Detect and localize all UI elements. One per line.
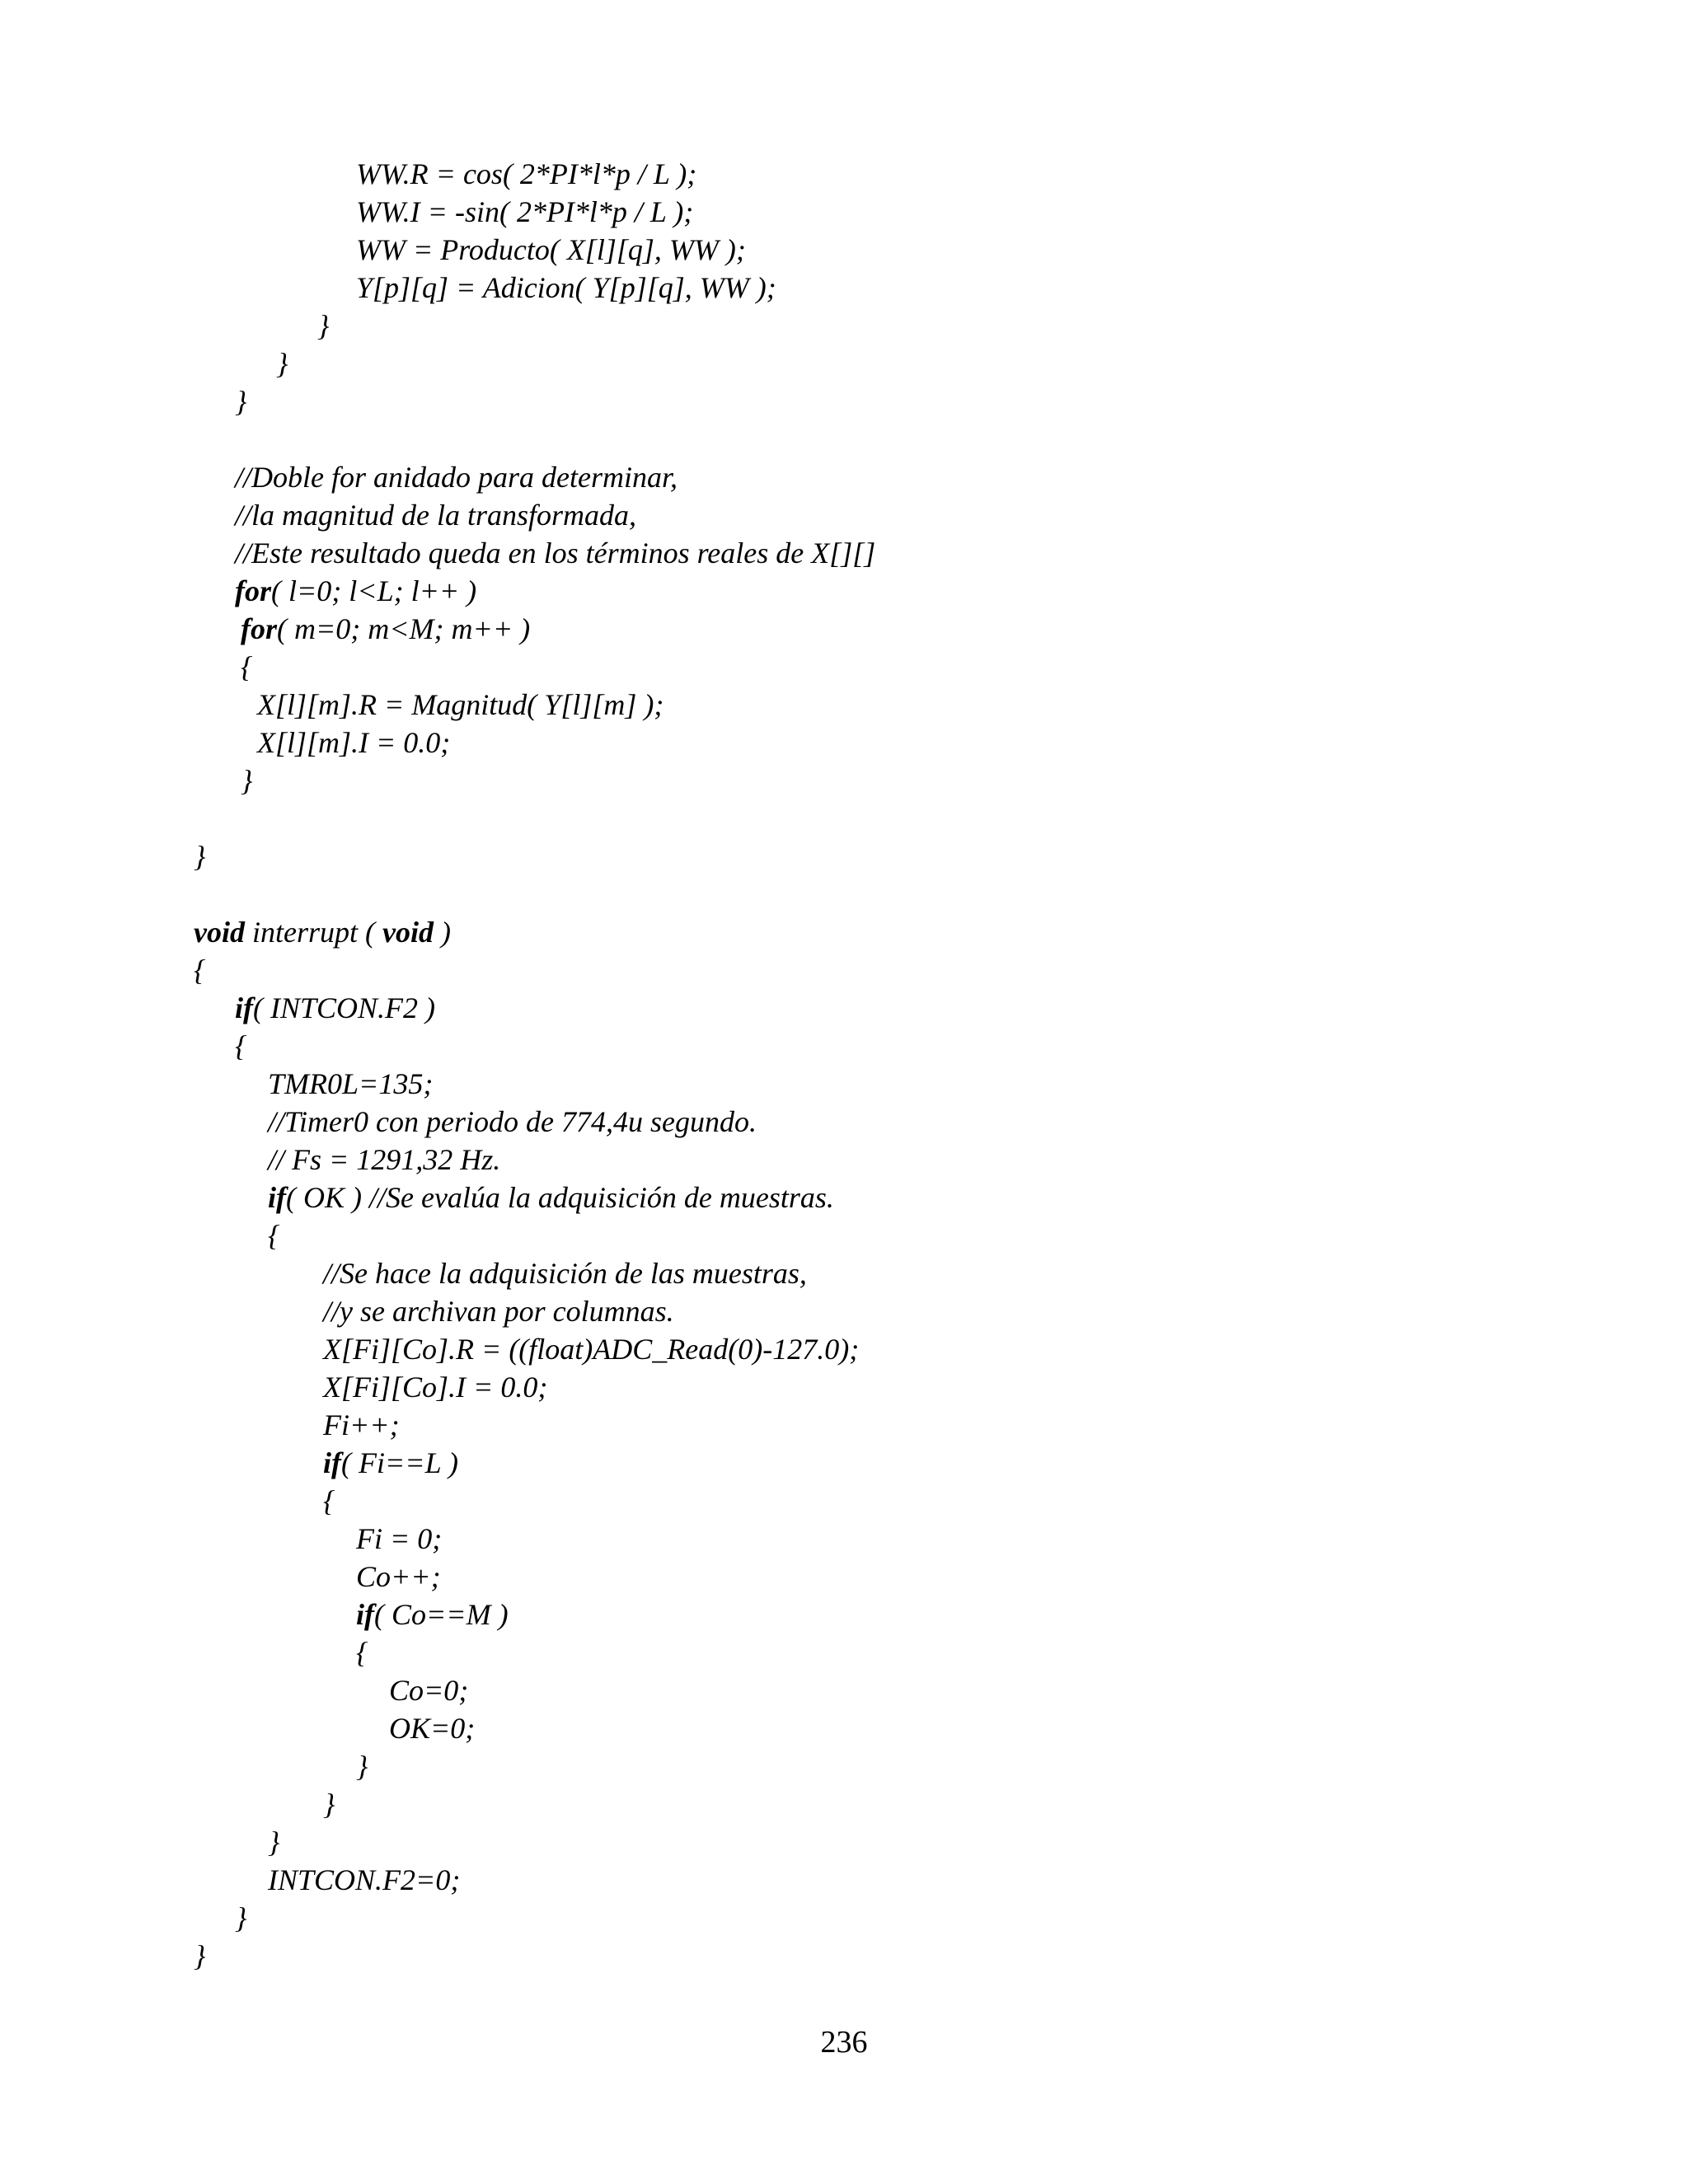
keyword-for: for [235, 574, 271, 607]
code-text: X[Fi][Co].R = ((float)ADC_Read(0)-127.0); [323, 1333, 860, 1366]
code-line [323, 1444, 458, 1482]
code-text: { [241, 650, 253, 683]
code-text: Co=0; [389, 1674, 469, 1707]
code-text: WW.R = cos( 2*PI*l*p / L ); [356, 157, 697, 190]
keyword-for: for [241, 612, 277, 645]
code-text: ) [433, 916, 451, 949]
code-text: { [323, 1484, 335, 1517]
code-line [356, 269, 776, 307]
opening-brace [235, 1027, 246, 1065]
code-comment [235, 458, 678, 496]
code-line [323, 1330, 859, 1368]
code-comment [323, 1292, 674, 1330]
code-text: WW.I = -sin( 2*PI*l*p / L ); [356, 195, 694, 228]
closing-brace [317, 307, 329, 344]
function-signature [194, 913, 451, 951]
closing-brace [235, 382, 246, 420]
code-text: X[l][m].I = 0.0; [257, 726, 451, 759]
code-text: } [194, 1939, 206, 1972]
keyword-if: if [235, 991, 253, 1024]
keyword-if: if [323, 1446, 341, 1479]
code-text: } [241, 764, 253, 797]
closing-brace [241, 762, 252, 799]
code-text: Co++; [356, 1560, 441, 1593]
code-line [356, 155, 696, 193]
code-text: Fi = 0; [356, 1522, 443, 1555]
code-line [356, 231, 746, 269]
code-line [268, 1065, 433, 1103]
code-text: ( Co==M ) [374, 1598, 509, 1631]
code-text: { [356, 1636, 368, 1669]
code-line [257, 724, 450, 762]
closing-brace [268, 1823, 279, 1861]
code-text: } [194, 840, 206, 873]
opening-brace [241, 648, 252, 686]
code-text: //Este resultado queda en los términos reales de X[][] [235, 537, 876, 569]
code-line [389, 1671, 468, 1709]
code-text: { [235, 1029, 247, 1062]
code-text: WW = Producto( X[l][q], WW ); [356, 233, 746, 266]
opening-brace [194, 951, 205, 989]
code-text: } [323, 1788, 335, 1821]
closing-brace [276, 344, 288, 382]
code-text: } [268, 1825, 280, 1858]
code-text: ( OK ) //Se evalúa la adquisición de muestras. [286, 1181, 834, 1214]
code-line [235, 989, 435, 1027]
code-text: } [356, 1750, 368, 1783]
opening-brace [268, 1216, 279, 1254]
code-text: // Fs = 1291,32 Hz. [268, 1143, 501, 1176]
code-text: INTCON.F2=0; [268, 1863, 461, 1896]
closing-brace [356, 1747, 368, 1785]
code-text: //Timer0 con periodo de 774,4u segundo. [268, 1105, 757, 1138]
code-text: Fi++; [323, 1408, 400, 1441]
closing-brace [323, 1785, 335, 1823]
code-line [323, 1406, 400, 1444]
code-text: //Se hace la adquisición de las muestras, [323, 1257, 807, 1290]
code-text: ( Fi==L ) [341, 1446, 458, 1479]
code-text: } [317, 309, 330, 342]
closing-brace [194, 1937, 205, 1975]
code-text: //la magnitud de la transformada, [235, 499, 637, 532]
code-comment [268, 1103, 757, 1141]
code-text: { [194, 954, 206, 987]
code-comment [323, 1254, 807, 1292]
code-text: OK=0; [389, 1712, 476, 1745]
code-text: //y se archivan por columnas. [323, 1295, 674, 1328]
code-line [356, 1596, 509, 1633]
code-line [268, 1179, 834, 1216]
code-comment [235, 534, 875, 572]
code-line [356, 1520, 442, 1558]
keyword-if: if [268, 1181, 286, 1214]
code-text: Y[p][q] = Adicion( Y[p][q], WW ); [356, 271, 776, 304]
code-text: } [235, 385, 247, 418]
code-text: X[Fi][Co].I = 0.0; [323, 1371, 548, 1404]
code-line [268, 1861, 460, 1899]
opening-brace [356, 1633, 368, 1671]
code-text: X[l][m].R = Magnitud( Y[l][m] ); [257, 688, 664, 721]
keyword-if: if [356, 1598, 374, 1631]
code-line [241, 610, 530, 648]
code-text: ( l=0; l<L; l++ ) [271, 574, 477, 607]
keyword-void: void [382, 916, 434, 949]
page-number: 236 [820, 2025, 868, 2060]
code-text: ( INTCON.F2 ) [253, 991, 436, 1024]
code-line [389, 1709, 475, 1747]
closing-brace [235, 1899, 246, 1937]
code-line [323, 1368, 547, 1406]
code-line [356, 1558, 441, 1596]
closing-brace [194, 837, 205, 875]
code-line [356, 193, 693, 231]
code-text: } [276, 347, 288, 380]
code-text: //Doble for anidado para determinar, [235, 461, 678, 494]
code-comment [268, 1141, 500, 1179]
code-line [257, 686, 663, 724]
code-text: interrupt ( [244, 916, 382, 949]
keyword-void: void [194, 916, 245, 949]
opening-brace [323, 1482, 335, 1520]
code-text: { [268, 1219, 280, 1252]
code-text: ( m=0; m<M; m++ ) [277, 612, 531, 645]
code-text: TMR0L=135; [268, 1067, 434, 1100]
code-comment [235, 496, 636, 534]
code-line [235, 572, 476, 610]
code-text: } [235, 1901, 247, 1934]
